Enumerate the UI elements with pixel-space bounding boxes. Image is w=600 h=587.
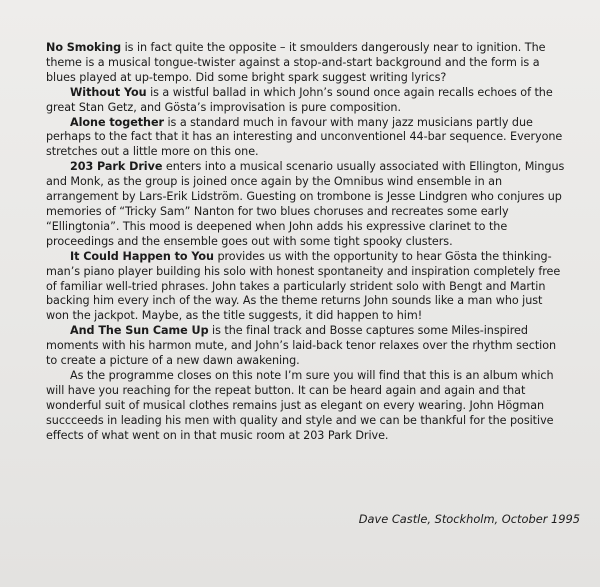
paragraph-no-smoking — [46, 41, 566, 86]
author-signature: Dave Castle, Stockholm, October 1995 — [358, 512, 580, 526]
paragraph-text: provides us with the opportunity to hear Gösta the thinking-man’s piano player building his solo with honest spontaneity and inspiration completely free of familiar well-tried phrases. John takes a particularly strident solo with Bengt and Martin backing him every inch of the way. As the theme returns John sounds like a man who just won the jackpot. Maybe, as the title suggests, it did happen to him! — [46, 249, 561, 323]
paragraph-text: is the final track and Bosse captures some Miles-inspired moments with his harmon mute, and John’s laid-back tenor relaxes over the rhythm section to create a picture of a new dawn awakening. — [46, 324, 557, 368]
track-title: And The Sun Came Up — [70, 324, 209, 338]
paragraph-text: is a wistful ballad in which John’s sound once again recalls echoes of the great Stan Getz, and Gösta’s improvisation is pure composition. — [46, 85, 553, 114]
paragraph-text: As the programme closes on this note I’m sure you will find that this is an album which will have you reaching for the repeat button. It can be heard again and again and that wonderful suit of musical clothes remains just as elegant on every wearing. John Högman succceeds in leading his men with quality and style and we can be thankful for the positive effects of what went on in that music room at 203 Park Drive. — [46, 368, 554, 442]
paragraph-it-could-happen — [46, 250, 566, 325]
track-title: It Could Happen to You — [70, 249, 214, 263]
track-title: Without You — [70, 85, 147, 99]
paragraph-alone-together — [46, 116, 566, 161]
liner-notes-text — [46, 41, 566, 443]
paragraph-closing — [46, 369, 566, 444]
track-title: No Smoking — [46, 41, 122, 54]
paragraph-203-park-drive — [46, 160, 566, 249]
paragraph-sun-came-up — [46, 324, 566, 369]
paragraph-text: enters into a musical scenario usually associated with Ellington, Mingus and Monk, as the group is joined once again by the Omnibus wind ensemble in an arrangement by Lars-Erik Lidström. Guesting on trombone is Jesse Lindgren who conjures up memories of “Tricky Sam” Nanton for two blues choruses and recreates some early “Ellingtonia”. This mood is deepened when John adds his expressive clarinet to the proceedings and the ensemble goes out with some tight spooky clusters. — [46, 160, 565, 248]
paragraph-text: is a standard much in favour with many jazz musicians partly due perhaps to the fact that it has an interesting and unconventionel 44-bar sequence. Everyone stretches out a little more on this one. — [46, 115, 563, 159]
paragraph-text: is in fact quite the opposite – it smoulders dangerously near to ignition. The theme is a musical tongue-twister against a stop-and-start background and the form is a blues played at up-tempo. Did some bright spark suggest writing lyrics? — [46, 41, 546, 84]
track-title: Alone together — [70, 115, 164, 129]
paragraph-without-you — [46, 86, 566, 116]
track-title: 203 Park Drive — [70, 160, 163, 174]
